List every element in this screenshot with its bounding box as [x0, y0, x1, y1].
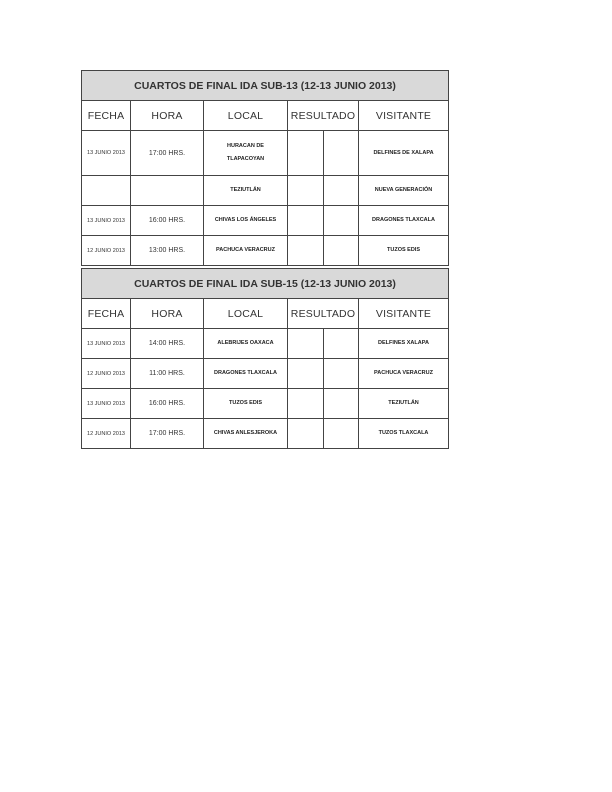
cell-hora [131, 176, 204, 206]
cell-visitante: PACHUCA VERACRUZ [359, 359, 449, 389]
cell-score-visitante [324, 131, 359, 176]
cell-score-visitante [324, 206, 359, 236]
cell-visitante: TUZOS TLAXCALA [359, 419, 449, 449]
cell-hora: 11:00 HRS. [131, 359, 204, 389]
local-line-1: HURACAN DE [227, 143, 264, 149]
cell-score-visitante [324, 389, 359, 419]
header-visitante: VISITANTE [359, 101, 449, 131]
table-row [82, 176, 449, 206]
header-resultado: RESULTADO [288, 299, 359, 329]
cell-hora: 17:00 HRS. [131, 131, 204, 176]
cell-visitante: NUEVA GENERACIÓN [359, 176, 449, 206]
header-fecha: FECHA [82, 299, 131, 329]
cell-score-visitante [324, 359, 359, 389]
cell-fecha: 13 JUNIO 2013 [82, 329, 131, 359]
cell-score-local [288, 359, 324, 389]
cell-local: TEZIUTLÁN [204, 176, 288, 206]
cell-score-local [288, 206, 324, 236]
cell-fecha: 12 JUNIO 2013 [82, 419, 131, 449]
cell-local: CHIVAS ANLESJEROKA [204, 419, 288, 449]
header-fecha: FECHA [82, 101, 131, 131]
table-row [82, 419, 449, 449]
cell-visitante: DRAGONES TLAXCALA [359, 206, 449, 236]
cell-local [204, 131, 288, 176]
table-row [82, 236, 449, 266]
cell-fecha: 13 JUNIO 2013 [82, 206, 131, 236]
table-title: CUARTOS DE FINAL IDA SUB-15 (12-13 JUNIO 2013) [82, 269, 449, 299]
table-row [82, 359, 449, 389]
cell-score-visitante [324, 176, 359, 206]
cell-score-visitante [324, 329, 359, 359]
cell-local: PACHUCA VERACRUZ [204, 236, 288, 266]
local-line-2: TLAPACOYAN [226, 156, 265, 162]
cell-visitante: DELFINES DE XALAPA [359, 131, 449, 176]
header-local: LOCAL [204, 299, 288, 329]
cell-hora: 13:00 HRS. [131, 236, 204, 266]
cell-local: CHIVAS LOS ÁNGELES [204, 206, 288, 236]
cell-hora: 16:00 HRS. [131, 206, 204, 236]
cell-score-local [288, 176, 324, 206]
cell-score-visitante [324, 236, 359, 266]
table-row [82, 329, 449, 359]
cell-score-local [288, 389, 324, 419]
cell-local: ALEBRIJES OAXACA [204, 329, 288, 359]
cell-score-visitante [324, 419, 359, 449]
cell-hora: 17:00 HRS. [131, 419, 204, 449]
table-row [82, 389, 449, 419]
table-row [82, 131, 449, 176]
cell-score-local [288, 329, 324, 359]
cell-fecha: 13 JUNIO 2013 [82, 389, 131, 419]
cell-hora: 14:00 HRS. [131, 329, 204, 359]
fixture-table-sub13 [81, 70, 449, 266]
header-hora: HORA [131, 299, 204, 329]
fixture-table-sub15 [81, 268, 449, 449]
cell-fecha: 13 JUNIO 2013 [82, 131, 131, 176]
cell-hora: 16:00 HRS. [131, 389, 204, 419]
header-hora: HORA [131, 101, 204, 131]
cell-local: TUZOS EDIS [204, 389, 288, 419]
table-title: CUARTOS DE FINAL IDA SUB-13 (12-13 JUNIO 2013) [82, 71, 449, 101]
cell-fecha: 12 JUNIO 2013 [82, 359, 131, 389]
cell-fecha [82, 176, 131, 206]
cell-local: DRAGONES TLAXCALA [204, 359, 288, 389]
header-local: LOCAL [204, 101, 288, 131]
cell-score-local [288, 236, 324, 266]
cell-visitante: DELFINES XALAPA [359, 329, 449, 359]
cell-fecha: 12 JUNIO 2013 [82, 236, 131, 266]
header-resultado: RESULTADO [288, 101, 359, 131]
cell-visitante: TEZIUTLÁN [359, 389, 449, 419]
table-row [82, 206, 449, 236]
cell-score-local [288, 419, 324, 449]
cell-visitante: TUZOS EDIS [359, 236, 449, 266]
cell-score-local [288, 131, 324, 176]
header-visitante: VISITANTE [359, 299, 449, 329]
